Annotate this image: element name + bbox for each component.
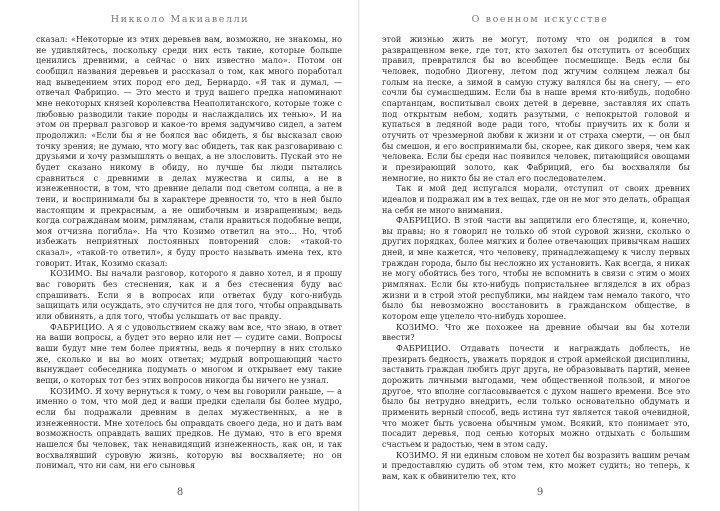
paragraph: Так и мой дед испугался морали, отступил от своих древних идеалов и подражал им в тех вещах, где он не мог это делать, обращая на себя не много внимания.	[382, 183, 690, 215]
paragraph: сказал: «Некоторые из этих деревьев вам, возможно, не знакомы, но не удивляйтесь, поскольку среди них есть такие, которые больше ценились древними, а сейчас о них известно мало». Потом он сообщил названия деревьев и рассказал о том, как много поработал над выведением этих пород его дед, Бернардо. «Я так и думал, — отвечал Фабрицио. — Это место и труд вашего предка напоминают мне некоторых князей королевства Неаполитанского, которые тоже с любовью разводили такие породы и наслаждались их тенью». И на этом он прервал разговор и какое-то время задумчиво сидел, а затем продолжил: «Если бы я не боялся вас обидеть, я бы высказал свою точку зрения; не думаю, что могу вас обидеть, так как разговариваю с друзьями и хочу размышлять о вещах, а не злословить. Пускай это не будет сказано никому в обиду, но лучше бы люди пытались сравниться с древними в делах мужества и силы, а не в изнеженности, в том, что древние делали под светом солнца, а не в тени, и воспринимали бы в характере древности то, что в ней было настоящим и прекрасным, а не ошибочным и извращенным; ведь когда согражданам моим, римлянам, стали нравиться подобные вещи, моя отчизна погибла». На что Козимо ответил на это… Но, чтоб избежать неприятных постоянных повторений слов: «такой-то сказал», «такой-то ответил», я буду просто называть имена тех, кто говорит. Итак, Козимо сказал:	[36, 34, 342, 268]
running-head-author: Никколо Макиавелли	[110, 14, 250, 25]
paragraph: этой жизнью жить не могут, потому что он родился в том развращенном веке, где тот, кто захотел бы отступить от всеобщих правил, превратился бы во всеобщее посмешище. Ведь если бы человек, подобно Диогену, летом под жгучим солнцем лежал бы голым на песке, а зимой в самую стужу валялся бы на снегу, — его сочли бы сумасшедшим. Если бы в наше время кто-нибудь, подобно спартанцам, воспитывал своих детей в деревне, заставляя их спать под открытым небом, ходить разутыми, с непокрытой головой и купаться в ледяной воде ради того, чтобы приучить их к боли и отучить от чрезмерной любви к жизни и от страха смерти, — он был бы смешон, и его воспринимали бы, скорее, как дикого зверя, чем как человека. Если бы среди нас появился человек, питающийся овощами и презирающий золото, как Фабриций, его бы восхваляли бы немногие, но никто бы не стал его последователем.	[382, 34, 690, 183]
paragraph: ФАБРИЦИО. А я с удовольствием скажу вам все, что знаю, в ответ на ваши вопросы, а будет это верно или нет — судите сами. Вопросы ваши будут мне тем более приятны, ведь я почерпну в них столько же, сколько и вы во моих ответах; мудрый вопрошающий часто вынуждает собеседника подумать о многом и открывает ему такие вещи, о которых тот без этих вопросов никогда бы ничего не узнал.	[36, 321, 342, 385]
paragraph: ФАБРИЦИО. Отдавать почести и награждать доблесть, не презирать бедность, уважать порядок и строй армейской дисциплины, заставить граждан любить друг друга, не образовывать партий, менее дорожить личными выгодами, чем общественной пользой, и многое другое, что вполне согласовывается с духом нашего времени. Все это было бы нетрудно внедрить, если только основательно обдумать и применить верный способ, ведь истина тут является такой очевидной, что может быть усвоена обычным умом. Всякий, кто понимает это, посадит деревья, под сенью которых можно отдыхать с большим счастьем и радостью, чем в этом саду.	[382, 343, 690, 449]
running-head-title: О военном искусстве	[471, 14, 609, 25]
page-number-left: 8	[176, 487, 184, 498]
paragraph: КОЗИМО. Вы начали разговор, которого я давно хотел, и я прошу вас говорить без стеснения, как и я без стеснения буду вас спрашивать. Если я в вопросах или ответах буду кого-нибудь защищать или осуждать, это случится не для того, чтобы оправдывать или обвинять, а для того, чтобы услышать от вас правду.	[36, 268, 342, 322]
right-page	[360, 0, 720, 511]
paragraph: КОЗИМО. Я хочу вернуться к тому, о чем вы говорили раньше, — а именно о том, что мой дед и ваши предки сделали бы более мудро, если бы подражали древним в делах мужественных, а не в изнеженности. Мне хотелось бы оправдать своего деда, но и дать вам возможность оправдать ваших предков. Не думаю, что в его время нашелся бы человек, так ненавидящий изнеженность, как он, и так восхвалявший суровую жизнь, которую вы восхваляете; но он понимал, что ни сам, ни его сыновья	[36, 385, 342, 471]
left-page-body	[36, 34, 342, 481]
paragraph: ФАБРИЦИО. В этой части вы защитили его блестяще, и, конечно, вы правы; но я говорил не только об этой суровой жизни, сколько о других порядках, более мягких и более отвечающих привычкам наших дней, и мне кажется, что человеку, принадлежащему к числу первых граждан города, было бы несложно их установить. Как всегда, я никак не могу обойтись без того, чтобы не вспомнить в связи с этим о моих римлянах. Если бы кто-нибудь попристальнее вгляделся в их образ жизни и в строй этой республики, мы найдем там немало такого, что было бы невозможно восстановить в гражданском обществе, в котором еще уцелело что-нибудь хорошее.	[382, 215, 690, 322]
paragraph: КОЗИМО. Что же похожее на древние обычаи вы бы хотели ввести?	[382, 321, 690, 343]
paragraph: КОЗИМО. Я ни единым словом не хотел бы возразить вашим речам и предоставляю судить об этом тем, кто может судить; но теперь, к вам, как к обвинителю тех, кто	[382, 449, 690, 481]
page-number-right: 9	[536, 487, 544, 498]
right-page-body	[382, 34, 690, 481]
